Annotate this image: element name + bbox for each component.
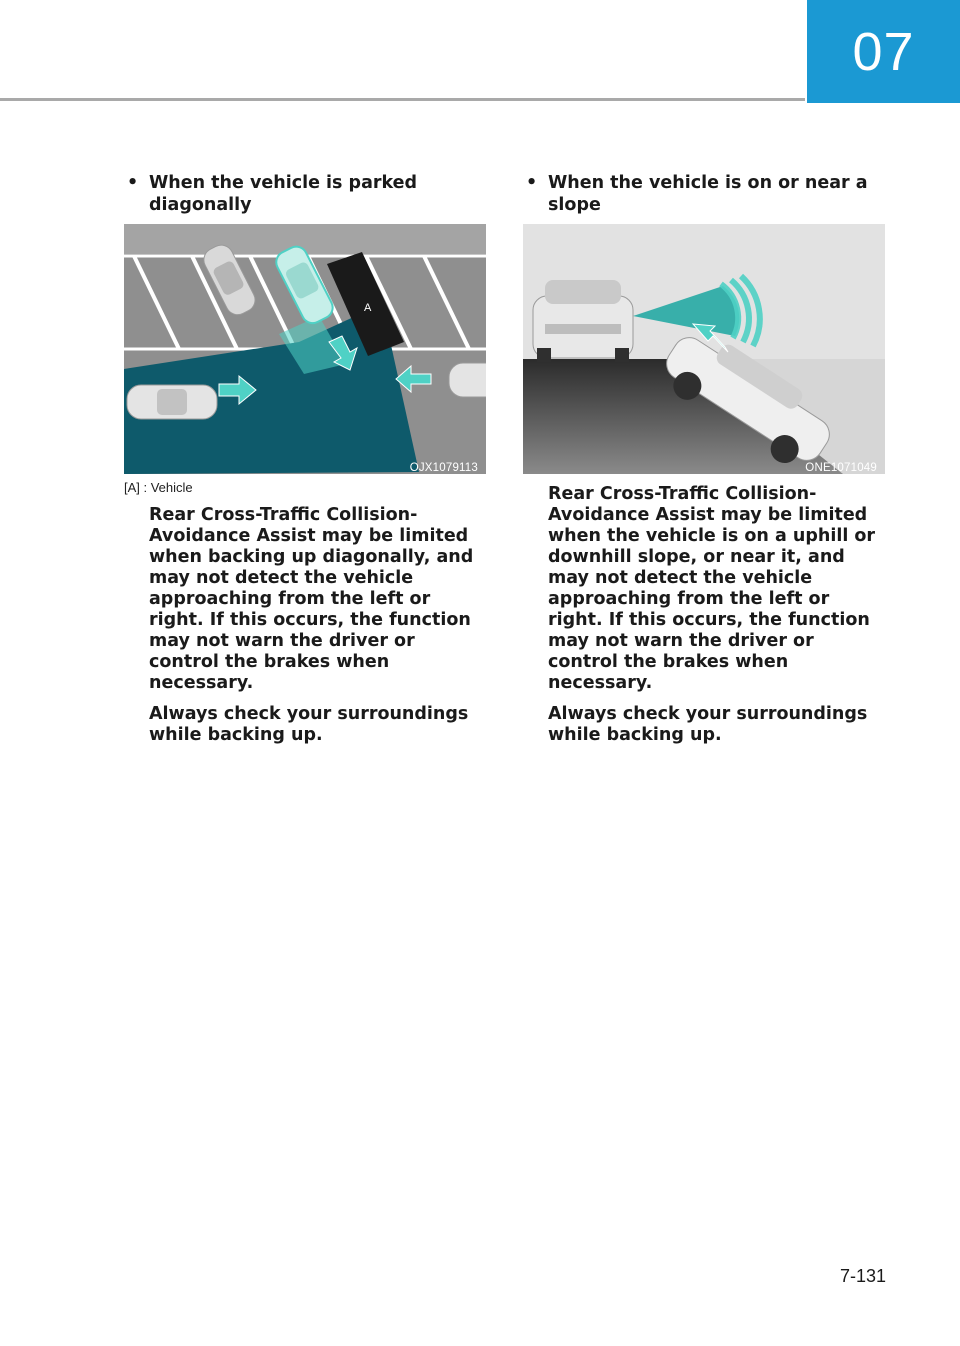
figure-code: ONE1071049: [805, 462, 877, 474]
left-heading: [124, 172, 486, 216]
page-number: 7-131: [840, 1266, 887, 1286]
chapter-number: 07: [852, 21, 915, 82]
vehicle-a-label: A: [364, 302, 372, 314]
diagonal-parking-figure: [124, 224, 486, 474]
left-paragraph-1: Rear Cross-Traffic Collision-Avoidance Assist may be limited when backing up diagonally, and may not detect the vehicle approaching from the left or right. If this occurs, the function may not warn the driver or control the brakes when necessary.: [149, 505, 474, 693]
slope-figure: [523, 224, 885, 474]
left-paragraph-2: Always check your surroundings while backing up.: [149, 704, 469, 745]
right-heading-text: When the vehicle is on or near a slope: [548, 173, 868, 215]
right-heading: [523, 172, 885, 216]
chapter-tab: [807, 0, 960, 103]
right-column: [523, 172, 885, 746]
diagonal-parking-illustration: [124, 224, 486, 474]
figure-caption: [A] : Vehicle: [124, 480, 193, 495]
right-paragraph-2: Always check your surroundings while backing up.: [548, 704, 868, 745]
slope-illustration: [523, 224, 885, 474]
left-heading-text: When the vehicle is parked diagonally: [149, 173, 418, 215]
right-paragraph-1: Rear Cross-Traffic Collision-Avoidance Assist may be limited when the vehicle is on a uphill or downhill slope, or near it, and may not detect the vehicle approaching from the left or right. If this occurs, the function may not warn the driver or control the brakes when necessary.: [548, 484, 876, 693]
header-rule: [0, 98, 805, 101]
left-column: [124, 172, 486, 746]
front-car-illustration: [533, 280, 633, 362]
bullet-icon: •: [526, 173, 538, 193]
bullet-icon: •: [127, 173, 139, 193]
figure-code: OJX1079113: [409, 462, 478, 474]
